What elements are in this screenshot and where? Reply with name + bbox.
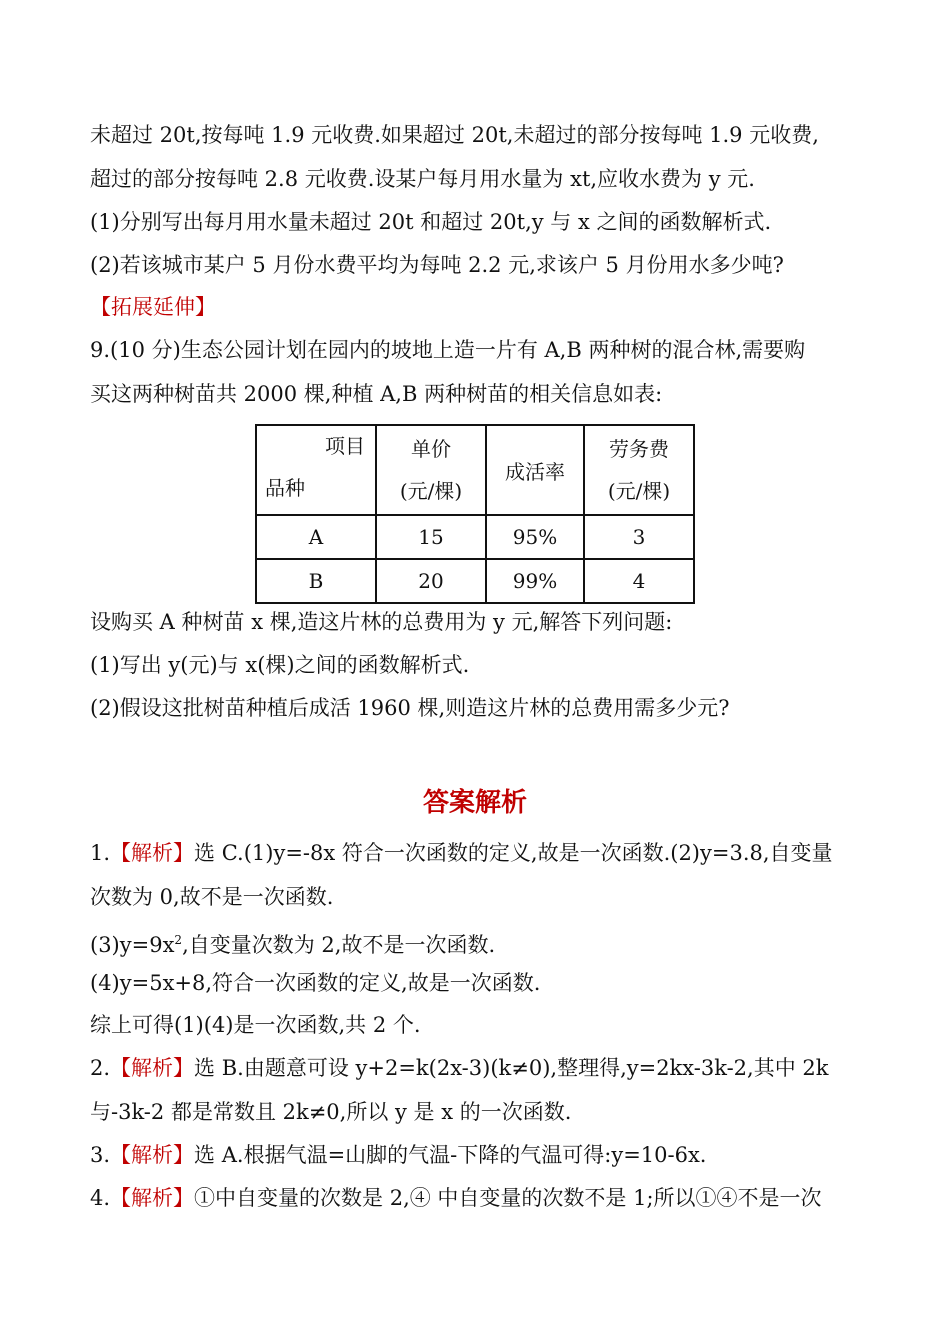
problem9-setup: 设购买 A 种树苗 x 棵,造这片林的总费用为 y 元,解答下列问题: [90,610,673,634]
analysis-tag: 【解析】 [110,841,195,865]
corner-top-label: 项目 [325,434,365,458]
analysis-tag: 【解析】 [110,1143,195,1167]
problem8-line2: 超过的部分按每吨 2.8 元收费.设某户每月用水量为 xt,应收水费为 y 元. [90,167,755,191]
answer-3-line1: 3.【解析】选 A.根据气温=山脚的气温-下降的气温可得:y=10-6x. [90,1143,707,1167]
problem9-line1: 9.(10 分)生态公园计划在园内的坡地上造一片有 A,B 两种树的混合林,需要购 [90,338,806,362]
table-row [256,515,694,559]
row-fee: 4 [584,559,694,603]
analysis-tag: 【解析】 [110,1186,195,1210]
row-fee: 3 [584,515,694,559]
table-corner-header [256,425,376,515]
answer-2-line2: 与-3k-2 都是常数且 2k≠0,所以 y 是 x 的一次函数. [90,1100,572,1124]
row-rate: 99% [486,559,584,603]
row-price: 15 [376,515,486,559]
problem9-q2: (2)假设这批树苗种植后成活 1960 棵,则造这片林的总费用需多少元? [90,696,730,720]
header-price: 单价 (元/棵) [376,425,486,515]
answer-1-line2: 次数为 0,故不是一次函数. [90,885,334,909]
answer-4-line1: 4.【解析】①中自变量的次数是 2,④ 中自变量的次数不是 1;所以①④不是一次 [90,1186,822,1210]
problem9-line2: 买这两种树苗共 2000 棵,种植 A,B 两种树苗的相关信息如表: [90,382,663,406]
problem8-q2: (2)若该城市某户 5 月份水费平均为每吨 2.2 元,求该户 5 月份用水多少吨? [90,253,784,277]
analysis-tag: 【解析】 [110,1056,195,1080]
answer-1-line1: 1.【解析】选 C.(1)y=-8x 符合一次函数的定义,故是一次函数.(2)y=3.8,自变量 [90,841,833,865]
row-name: B [256,559,376,603]
answer-title: 答案解析 [422,788,527,818]
header-survival-rate: 成活率 [486,425,584,515]
answer-1-line5: 综上可得(1)(4)是一次函数,共 2 个. [90,1013,421,1037]
row-name: A [256,515,376,559]
tree-info-table [255,424,695,604]
answer-1-line4: (4)y=5x+8,符合一次函数的定义,故是一次函数. [90,971,541,995]
problem9-q1: (1)写出 y(元)与 x(棵)之间的函数解析式. [90,653,470,677]
corner-bottom-label: 品种 [265,476,305,500]
answer-1-line3: $(3)y=9x^2$,自变量次数为 2,故不是一次函数. [90,933,496,957]
table-row [256,559,694,603]
problem8-q1: (1)分别写出每月用水量未超过 20t 和超过 20t,y 与 x 之间的函数解析式. [90,210,772,234]
row-price: 20 [376,559,486,603]
extension-label: 【拓展延伸】 [90,295,216,319]
header-labor-fee: 劳务费 (元/棵) [584,425,694,515]
answer-2-line1: 2.【解析】选 B.由题意可设 y+2=k(2x-3)(k≠0),整理得,y=2kx-3k-2,其中 2k [90,1056,829,1080]
row-rate: 95% [486,515,584,559]
problem8-line1: 未超过 20t,按每吨 1.9 元收费.如果超过 20t,未超过的部分按每吨 1.9 元收费, [90,123,819,147]
